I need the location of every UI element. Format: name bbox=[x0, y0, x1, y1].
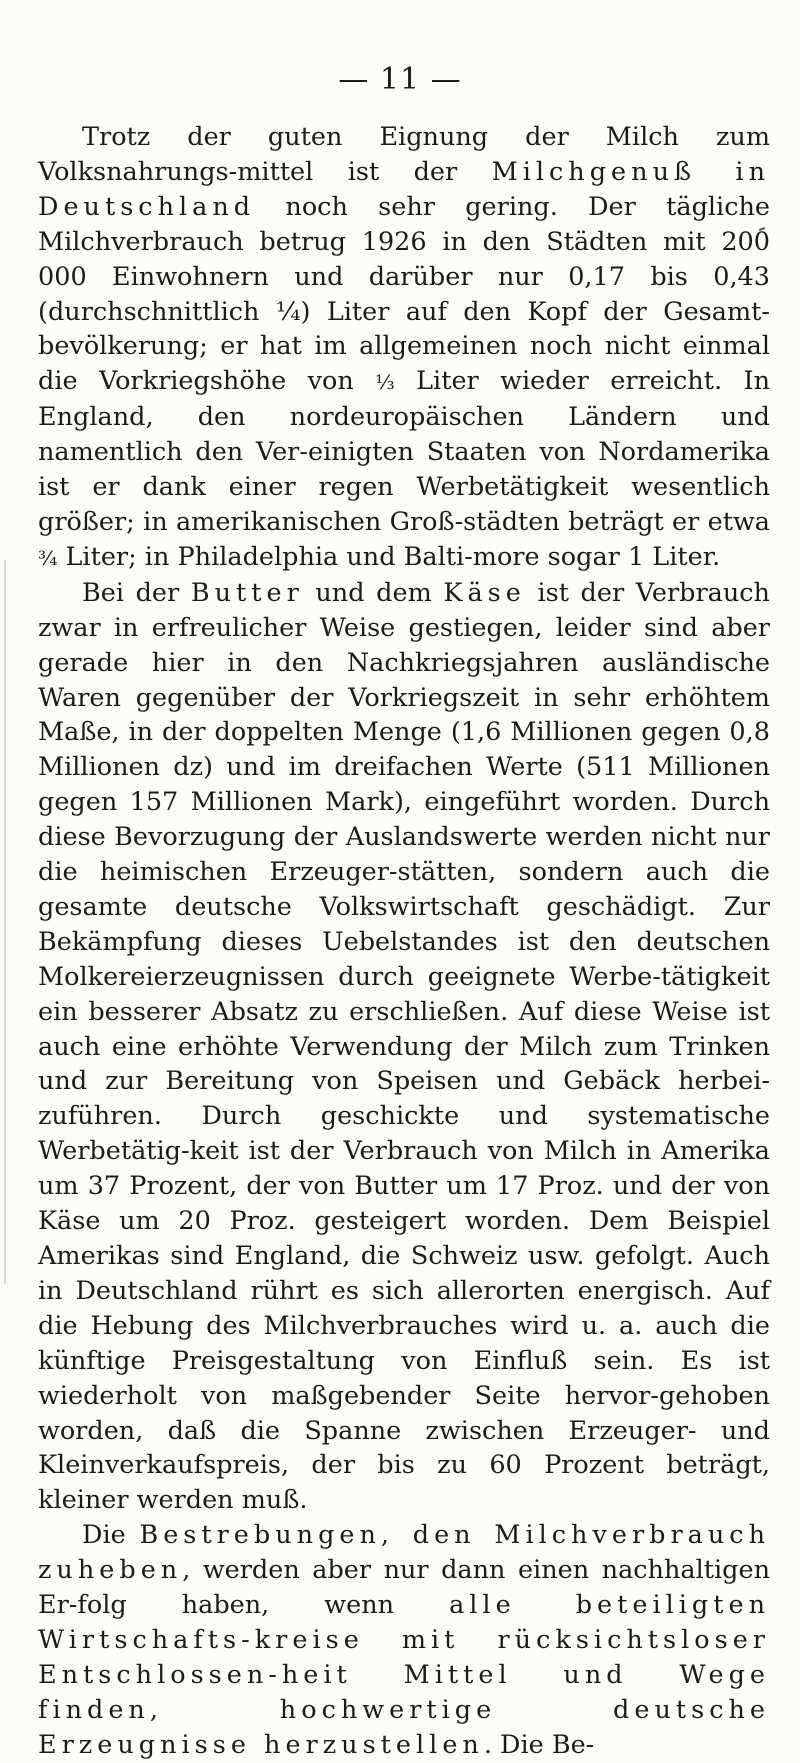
emphasized-text: Milchgenuß in Deutschland bbox=[38, 156, 771, 222]
text-run: Liter; in Philadelphia und Balti-more sogar 1 Liter. bbox=[57, 541, 721, 572]
paragraph-milk-consumption bbox=[38, 120, 770, 576]
paragraph-butter-cheese bbox=[38, 576, 770, 1518]
fraction-quarter: ¼ bbox=[275, 296, 301, 327]
paragraph-efforts bbox=[38, 1518, 770, 1762]
page-edge-shadow bbox=[4, 560, 6, 1284]
emphasized-text: Butter bbox=[190, 577, 304, 608]
text-run: und dem bbox=[303, 577, 444, 608]
text-run: Trotz der guten Eignung der Milch zum Volksnahrungs-mittel ist der bbox=[38, 122, 770, 187]
text-run: Die bbox=[82, 1520, 140, 1551]
emphasized-text: Käse bbox=[443, 577, 526, 608]
fraction-three-quarters: ¾ bbox=[38, 545, 58, 570]
emphasized-text: Bestrebungen, den Milchverbrauch zuheben bbox=[38, 1520, 771, 1586]
body-text bbox=[38, 120, 770, 1763]
text-run: Liter wieder erreicht. In England, den nordeuropäischen Ländern und namentlich den Ver-einigten Staaten von Nordamerika ist er dank einer regen Werbetätigkeit wesentlich größer; in amerikanischen Groß-städten beträgt er etwa bbox=[38, 366, 770, 537]
text-run: ist der Verbrauch zwar in erfreulicher Weise gestiegen, leider sind aber gerade hier in den Nachkriegsjahren ausländische Waren gegenüber der Vorkriegszeit in sehr erhöhtem Maße, in der doppelten Menge (1,6 Millionen gegen 0,8 Millionen dz) und im dreifachen Werte (511 Millionen gegen 157 Millionen Mark), eingeführt worden. Durch diese Bevorzugung der Auslandswerte werden nicht nur die heimischen Erzeuger-stätten, sondern auch die gesamte deutsche Volkswirtschaft geschädigt. Zur Bekämpfung dieses Uebelstandes ist den deutschen Molkereierzeugnissen durch geeignete Werbe-tätigkeit ein besserer Absatz zu erschließen. Auf diese Weise ist auch eine erhöhte Verwendung der Milch zum Trinken und zur Bereitung von Speisen und Gebäck herbei-zuführen. Durch geschickte und systematische Werbetätig-keit ist der Verbrauch von Milch in Amerika um 37 Prozent, der von Butter um 17 Proz. und der von Käse um 20 Proz. gesteigert worden. Dem Beispiel Amerikas sind England, die Schweiz usw. gefolgt. Auch in Deutschland rührt es sich allerorten energisch. Auf die Hebung des Milchverbrauches wird u. a. auch die künftige Preisgestaltung von Einfluß sein. Es ist wiederholt von maßgebender Seite hervor-gehoben worden, daß die Spanne zwischen Erzeuger- und Kleinverkaufspreis, der bis zu 60 Prozent beträgt, kleiner werden muß. bbox=[38, 577, 770, 1516]
text-run: Bei der bbox=[82, 577, 191, 608]
text-run: ) Liter auf den Kopf der Gesamt-bevölkerung; er hat im allgemeinen noch nicht einmal die Vorkriegshöhe von bbox=[38, 296, 770, 397]
text-run: noch sehr gering. Der tägliche Milchverbrauch betrug 1926 in den Städten mit 200 000 Einwohnern und darüber nur 0,17 bis 0,43 (durchschnittlich bbox=[38, 191, 770, 327]
page-number-header: — 11 — bbox=[338, 62, 462, 97]
emphasized-text: alle beteiligten Wirtschafts-kreise mit rücksichtsloser Entschlossen-heit Mittel und Wege finden, hochwertige deutsche Erzeugnisse herzustellen bbox=[38, 1590, 771, 1760]
text-run: . Die Be- bbox=[483, 1729, 595, 1760]
text-run: , werden aber nur dann einen nachhaltigen Er-folg haben, wenn bbox=[38, 1555, 770, 1621]
fraction-third: ⅓ bbox=[375, 370, 395, 395]
